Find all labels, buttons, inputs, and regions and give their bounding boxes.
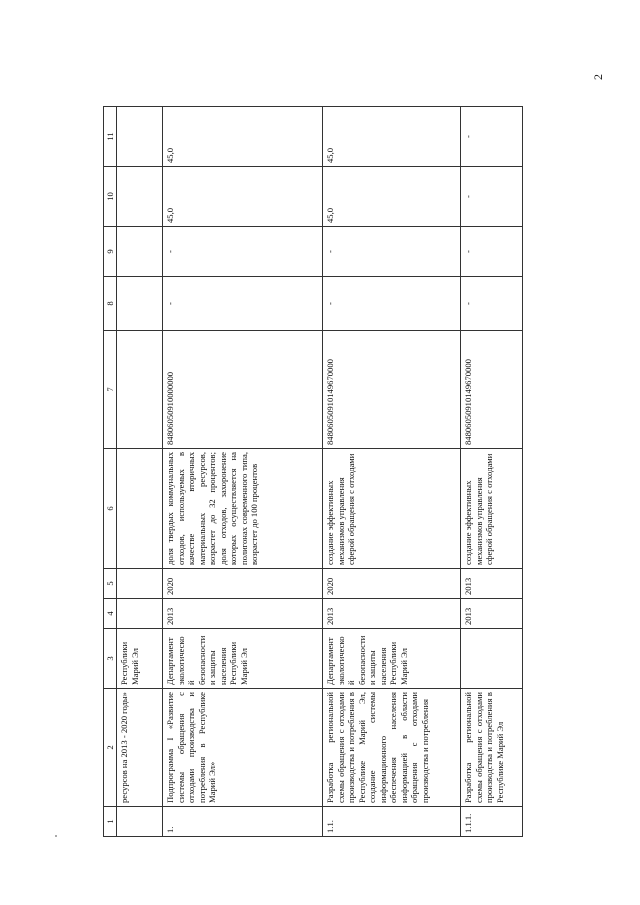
header-cell: 1 [104, 807, 117, 837]
cell-code [117, 331, 163, 449]
cell-result: создание эффективных механизмов управления сферой обращения с отходами [461, 449, 523, 569]
header-cell: 10 [104, 167, 117, 227]
cell-number [117, 807, 163, 837]
header-cell: 4 [104, 599, 117, 629]
header-cell: 11 [104, 107, 117, 167]
cell-result [117, 449, 163, 569]
cell-v8: - [461, 277, 523, 331]
header-cell: 6 [104, 449, 117, 569]
table-row [163, 107, 323, 837]
table-row [461, 107, 523, 837]
cell-code: 84806050910149670000 [461, 331, 523, 449]
header-cell: 8 [104, 277, 117, 331]
cell-v10 [117, 167, 163, 227]
cell-start: 2013 [323, 599, 461, 629]
cell-name: Разработка региональной схемы обращения с отходами производства и потребления в Республике Марий Эл, создание системы информационного обеспечения населения информацией в области обращения с отходами производства и потребления [323, 689, 461, 807]
header-cell: 7 [104, 331, 117, 449]
cell-number: 1.1.1. [461, 807, 523, 837]
cell-code: 84806050910000000 [163, 331, 323, 449]
cell-v10: 45,0 [323, 167, 461, 227]
cell-v11: - [461, 107, 523, 167]
page-number: 2 [591, 74, 605, 80]
header-cell: 5 [104, 569, 117, 599]
cell-v11: 45,0 [323, 107, 461, 167]
cell-v8: - [323, 277, 461, 331]
cell-v9 [117, 227, 163, 277]
cell-v8 [117, 277, 163, 331]
cell-v9: - [163, 227, 323, 277]
cell-v9: - [461, 227, 523, 277]
rotated-table-wrapper [103, 107, 511, 837]
cell-name: Подпрограмма I «Развитие системы обращения с отходами производства и потребления в Республике Марий Эл» [163, 689, 323, 807]
cell-name: ресурсов на 2013 - 2020 годы» [117, 689, 163, 807]
cell-end [117, 569, 163, 599]
cell-start: 2013 [461, 599, 523, 629]
program-table [103, 106, 523, 837]
cell-v11 [117, 107, 163, 167]
scan-artifact [55, 835, 57, 837]
cell-start [117, 599, 163, 629]
cell-name: Разработка региональной схемы обращения с отходами производства и потребления в Республике Марий Эл [461, 689, 523, 807]
cell-v11: 45,0 [163, 107, 323, 167]
cell-executor: Республики Марий Эл [117, 629, 163, 689]
header-row [104, 107, 117, 837]
table-row [323, 107, 461, 837]
cell-result: создание эффективных механизмов управления сферой обращения с отходами [323, 449, 461, 569]
cell-v10: 45,0 [163, 167, 323, 227]
cell-executor [461, 629, 523, 689]
cell-executor: Департамент экологической безопасности и защиты населения Республики Марий Эл [163, 629, 323, 689]
cell-executor: Департамент экологической безопасности и защиты населения Республики Марий Эл [323, 629, 461, 689]
table-row [117, 107, 163, 837]
cell-end: 2020 [163, 569, 323, 599]
cell-v9: - [323, 227, 461, 277]
cell-start: 2013 [163, 599, 323, 629]
cell-number: 1.1. [323, 807, 461, 837]
cell-result: доля твердых коммунальных отходов, используемых в качестве вторичных материальных ресурсов, возрастет до 32 процентов; доля отходов, захоронение которых осуществляется на полигонах современного типа, возрастет до 100 процентов [163, 449, 323, 569]
cell-v10: - [461, 167, 523, 227]
header-cell: 3 [104, 629, 117, 689]
cell-end: 2020 [323, 569, 461, 599]
cell-code: 84806050910149670000 [323, 331, 461, 449]
header-cell: 2 [104, 689, 117, 807]
cell-number: 1. [163, 807, 323, 837]
header-cell: 9 [104, 227, 117, 277]
cell-end: 2013 [461, 569, 523, 599]
cell-v8: - [163, 277, 323, 331]
